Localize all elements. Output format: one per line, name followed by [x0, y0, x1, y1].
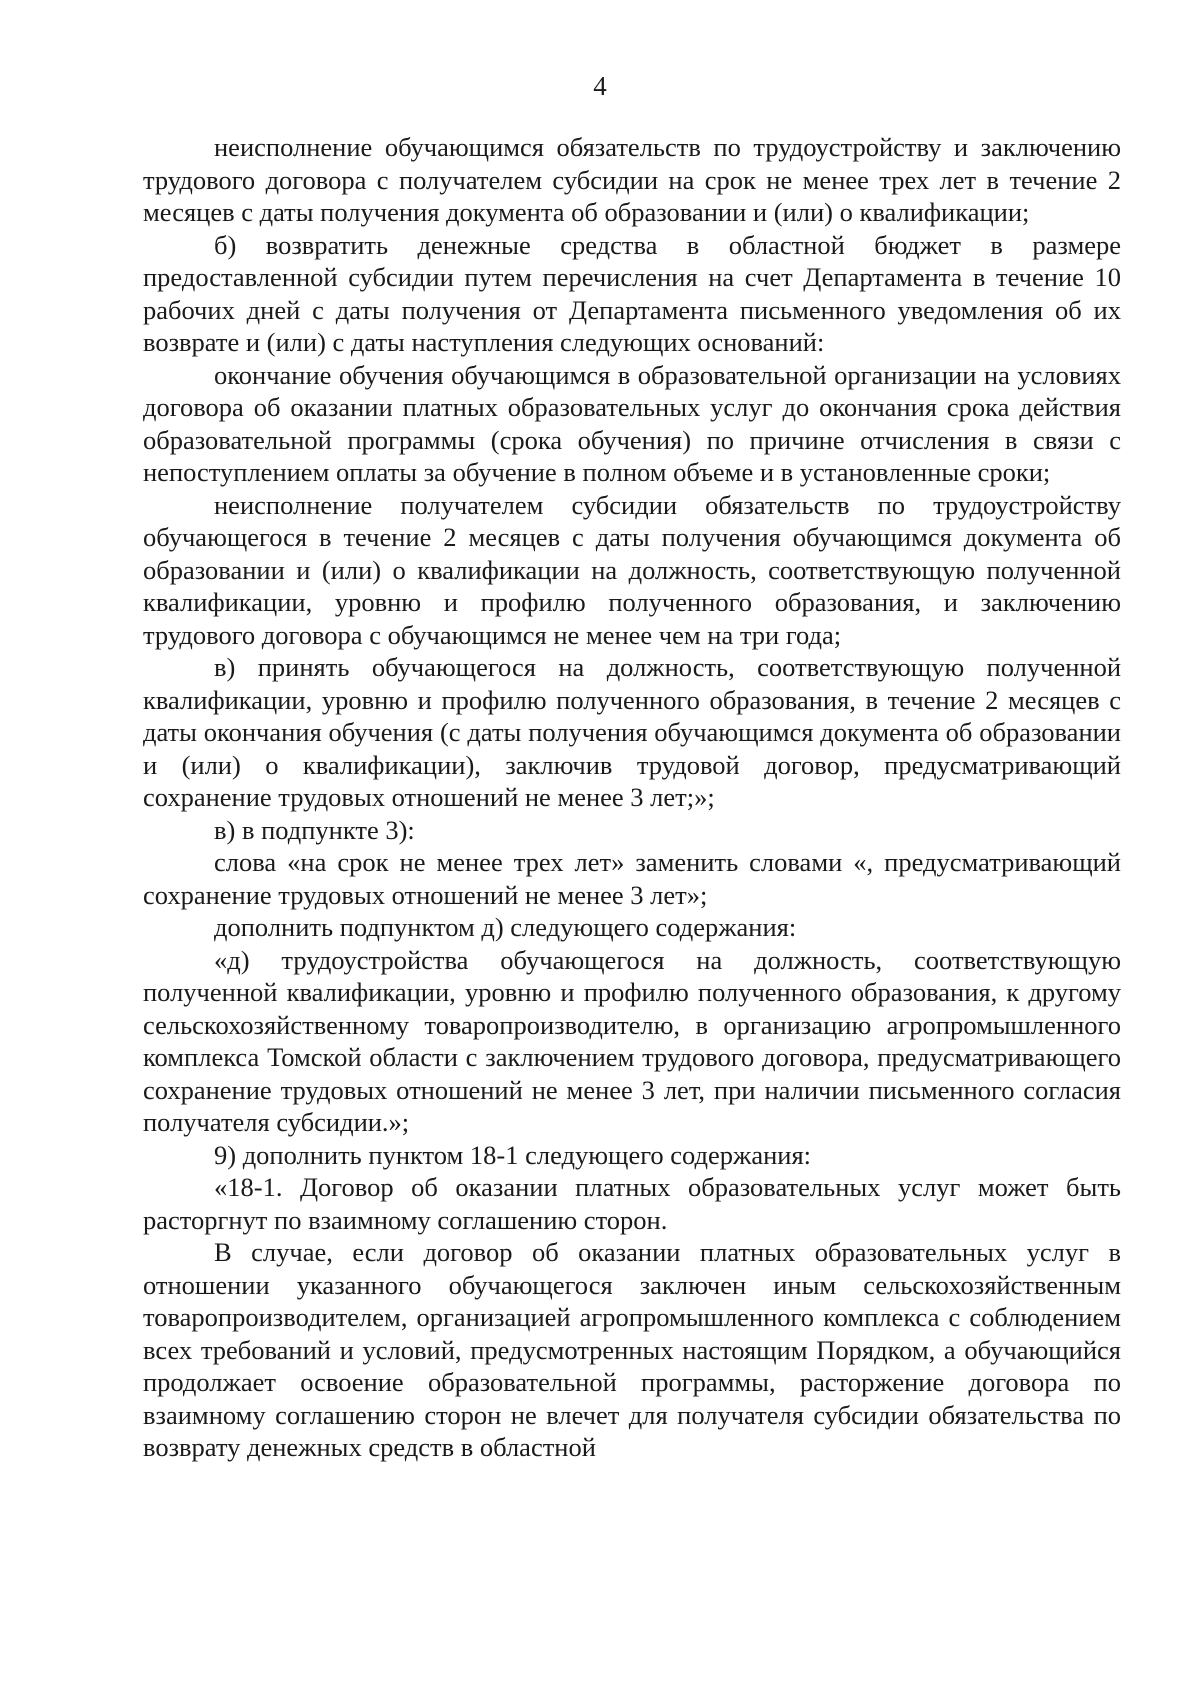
- paragraph: слова «на срок не менее трех лет» заменить словами «, предусматривающий сохранение трудовых отношений не менее 3 лет»;: [143, 847, 1121, 910]
- paragraph: б) возвратить денежные средства в областной бюджет в размере предоставленной субсидии путем перечисления на счет Департамента в течение 10 рабочих дней с даты получения от Департамента письменного уведомления об их возврате и (или) с даты наступления следующих оснований:: [143, 229, 1121, 357]
- paragraph: 9) дополнить пунктом 18-1 следующего содержания:: [214, 1139, 812, 1170]
- paragraph: дополнить подпунктом д) следующего содержания:: [214, 912, 797, 942]
- document-body: [143, 131, 1121, 1464]
- paragraph: в) принять обучающегося на должность, соответствующую полученной квалификации, уровню и профилю полученного образования, в течение 2 месяцев с даты окончания обучения (с даты получения обучающимся документа об образовании и (или) о квалификации), заключив трудовой договор, предусматривающий сохранение трудовых отношений не менее 3 лет;»;: [143, 652, 1121, 812]
- paragraph: неисполнение получателем субсидии обязательств по трудоустройству обучающегося в течение 2 месяцев с даты получения обучающимся документа об образовании и (или) о квалификации на должность, соответствующую полученной квалификации, уровню и профилю полученного образования, и заключению трудового договора с обучающимся не менее чем на три года;: [143, 489, 1121, 650]
- paragraph: В случае, если договор об оказании платных образовательных услуг в отношении указанного обучающегося заключен иным сельскохозяйственным товаропроизводителем, организацией агропромышленного комплекса с соблюдением всех требований и условий, предусмотренных настоящим Порядком, а обучающийся продолжает освоение образовательной программы, расторжение договора по взаимному соглашению сторон не влечет для получателя субсидии обязательства по возврату денежных средств в областной: [143, 1237, 1121, 1462]
- paragraph: окончание обучения обучающимся в образовательной организации на условиях договора об оказании платных образовательных услуг до окончания срока действия образовательной программы (срока обучения) по причине отчисления в связи с непоступлением оплаты за обучение в полном объеме и в установленные сроки;: [143, 359, 1121, 487]
- paragraph: в) в подпункте 3):: [214, 814, 415, 845]
- paragraph: неисполнение обучающимся обязательств по трудоустройству и заключению трудового договора с получателем субсидии на срок не менее трех лет в течение 2 месяцев с даты получения документа об образовании и (или) о квалификации;: [143, 132, 1121, 227]
- page-number: 4: [593, 71, 607, 101]
- paragraph: «18-1. Договор об оказании платных образовательных услуг может быть расторгнут по взаимному соглашению сторон.: [143, 1172, 1121, 1235]
- paragraph: «д) трудоустройства обучающегося на должность, соответствующую полученной квалификации, уровню и профилю полученного образования, к другому сельскохозяйственному товаропроизводителю, в организацию агропромышленного комплекса Томской области с заключением трудового договора, предусматривающего сохранение трудовых отношений не менее 3 лет, при наличии письменного согласия получателя субсидии.»;: [143, 944, 1121, 1137]
